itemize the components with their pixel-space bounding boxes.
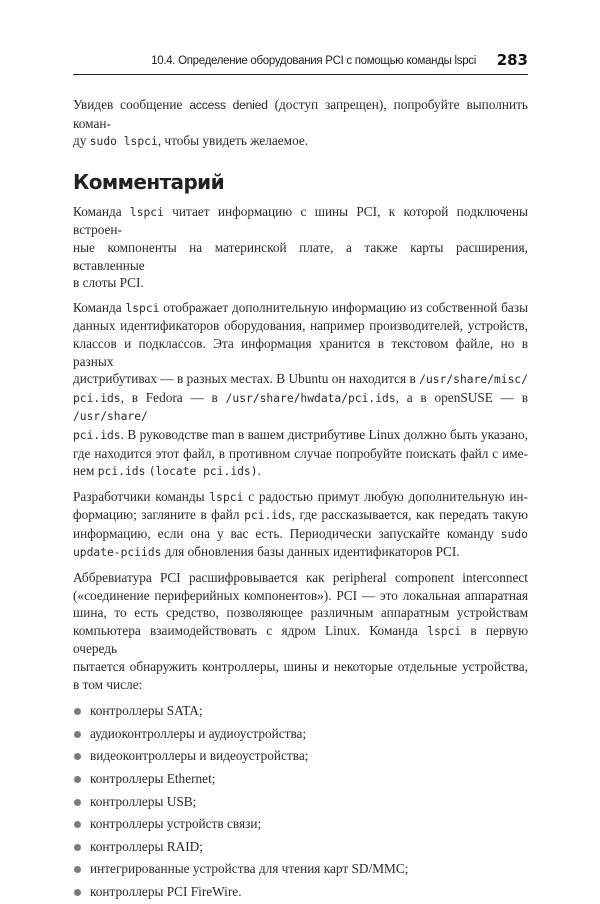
inline-code: pci.ids <box>244 509 292 523</box>
page-number: 283 <box>496 51 528 69</box>
text-line <box>73 462 528 481</box>
text-segment: пытается обнаружить контроллеры, шины и некоторые отдельные устройства, <box>73 659 528 675</box>
text-line <box>73 525 528 544</box>
bullet-icon <box>74 889 81 896</box>
text-segment: Команда <box>73 299 126 315</box>
bullet-icon <box>74 821 81 828</box>
inline-code: pci.ids <box>73 428 121 442</box>
inline-code: pci.ids <box>73 391 121 405</box>
list-item-text: аудиоконтроллеры и аудиоустройства; <box>90 725 307 741</box>
list-item <box>73 700 528 723</box>
text-line <box>73 274 528 292</box>
list-item-text: контроллеры USB; <box>90 793 197 809</box>
list-item-text: контроллеры Ethernet; <box>90 771 216 786</box>
text-segment: Увидев сообщение <box>73 97 190 112</box>
list-item-text: интегрированные устройства для чтения карт SD/MMC; <box>90 861 409 877</box>
paragraph <box>73 488 528 562</box>
text-segment: где находится этот файл, в противном случае попробуйте поискать файл с име- <box>73 445 528 461</box>
bullet-icon <box>74 731 81 738</box>
inline-code: sudo lspci <box>89 135 158 149</box>
bullet-icon <box>74 776 81 783</box>
text-segment: Разработчики команды <box>73 488 210 504</box>
text-line <box>73 622 528 658</box>
text-segment: , где рассказывается, как передать такую <box>291 507 528 523</box>
list-item-text: контроллеры SATA; <box>90 703 203 719</box>
text-segment: , в Fedora — в <box>120 389 226 405</box>
page-header <box>73 50 528 75</box>
text-line <box>73 426 528 445</box>
running-title: 10.4. Определение оборудования PCI с помощью команды lspci <box>151 55 476 67</box>
inline-code: /usr/share/ <box>73 410 148 424</box>
page-body <box>73 96 528 904</box>
text-segment: в первую очередь <box>73 622 529 657</box>
list-item-text: контроллеры PCI FireWire. <box>90 883 242 899</box>
bullet-icon <box>74 844 81 851</box>
list-item <box>73 768 528 791</box>
list-item <box>73 745 528 768</box>
text-line <box>73 203 528 239</box>
list-item-text: контроллеры RAID; <box>90 838 203 854</box>
inline-code: pci.ids <box>97 465 146 479</box>
text-line <box>73 370 528 389</box>
text-line <box>73 587 528 605</box>
text-segment: . <box>257 463 261 479</box>
text-segment: , чтобы увидеть желаемое. <box>157 133 309 149</box>
inline-code: (locate pci.ids) <box>148 465 258 479</box>
text-segment: шина, то есть средство, позволяющее различным аппаратным устройствам <box>73 605 528 621</box>
inline-code: /usr/share/misc/ <box>419 373 528 387</box>
text-segment: в слоты PCI. <box>73 275 144 291</box>
text-line <box>73 239 528 274</box>
list-item <box>73 723 528 746</box>
text-segment: в том числе: <box>73 676 143 692</box>
list-item <box>73 858 528 881</box>
device-list <box>73 700 528 903</box>
text-line <box>73 445 528 463</box>
list-item-text: видеоконтроллеры и видеоустройства; <box>90 748 309 764</box>
paragraph <box>73 569 528 693</box>
text-segment: дистрибутивах — в разных местах. В Ubuntu он находится в <box>73 371 420 387</box>
list-item-text: контроллеры устройств связи; <box>90 816 262 832</box>
text-line <box>73 96 528 132</box>
text-line <box>73 389 528 426</box>
list-item <box>73 791 528 814</box>
bullet-icon <box>74 866 81 873</box>
inline-code: sudo <box>500 527 528 541</box>
text-line <box>73 658 528 676</box>
text-segment: информацию, если она у вас есть. Периодически запускайте команду <box>73 525 501 541</box>
inline-code: update-pciids <box>73 546 162 560</box>
text-segment: для обновления базы данных идентификаторов PCI. <box>161 544 460 560</box>
inline-code: lspci <box>129 205 164 219</box>
text-line <box>73 676 528 694</box>
paragraph <box>73 299 528 481</box>
bullet-icon <box>74 799 81 806</box>
text-line <box>73 335 528 370</box>
text-segment: (доступ запрещен), попробуйте выполнить коман- <box>73 97 528 131</box>
text-segment: отображает дополнительную информацию из собственной базы <box>159 299 529 315</box>
text-line <box>73 506 528 525</box>
list-item <box>73 836 528 859</box>
text-line <box>73 317 528 335</box>
text-segment: ду <box>73 133 90 149</box>
intro-paragraph <box>73 96 528 151</box>
list-item <box>73 881 528 904</box>
text-segment: нем <box>73 463 98 479</box>
list-item <box>73 813 528 836</box>
inline-code: /usr/share/hwdata/pci.ids <box>225 391 396 405</box>
paragraph <box>73 203 528 292</box>
bullet-icon <box>74 708 81 715</box>
text-segment: («соединение периферийных компонентов»). PCI — это локальная аппаратная <box>73 587 528 603</box>
text-line <box>73 299 528 318</box>
text-segment: данных идентификаторов оборудования, например производителей, устройств, <box>73 318 528 334</box>
text-segment: формацию; загляните в файл <box>73 507 245 523</box>
text-segment: компьютера взаимодействовать с ядром Linux. Команда <box>73 622 428 638</box>
section-paragraphs <box>73 203 528 693</box>
inline-code: lspci <box>427 624 462 638</box>
text-line <box>73 569 528 587</box>
text-segment: Аббревиатура PCI расшифровывается как peripheral component interconnect <box>73 570 528 586</box>
text-segment: , а в openSUSE — в <box>395 389 528 405</box>
text-segment: . В руководстве man в вашем дистрибутиве Linux должно быть указано, <box>120 426 528 442</box>
section-heading: Комментарий <box>73 169 224 194</box>
bullet-icon <box>74 753 81 760</box>
text-segment: Команда <box>73 203 130 219</box>
text-line <box>73 132 528 151</box>
inline-code: lspci <box>209 490 244 504</box>
text-line <box>73 604 528 622</box>
inline-code: lspci <box>125 301 160 315</box>
text-line <box>73 488 528 507</box>
text-segment: ные компоненты на материнской плате, а также карты расширения, вставленные <box>73 239 528 273</box>
text-line <box>73 543 528 562</box>
text-segment: классов и подклассов. Эта информация хранится в текстовом файле, но в разных <box>73 335 528 369</box>
text-segment: читает информацию с шины PCI, к которой подключены встроен- <box>73 203 528 238</box>
text-segment: с радостью примут любую дополнительную ин- <box>243 488 528 504</box>
text-segment: access denied <box>189 98 268 112</box>
